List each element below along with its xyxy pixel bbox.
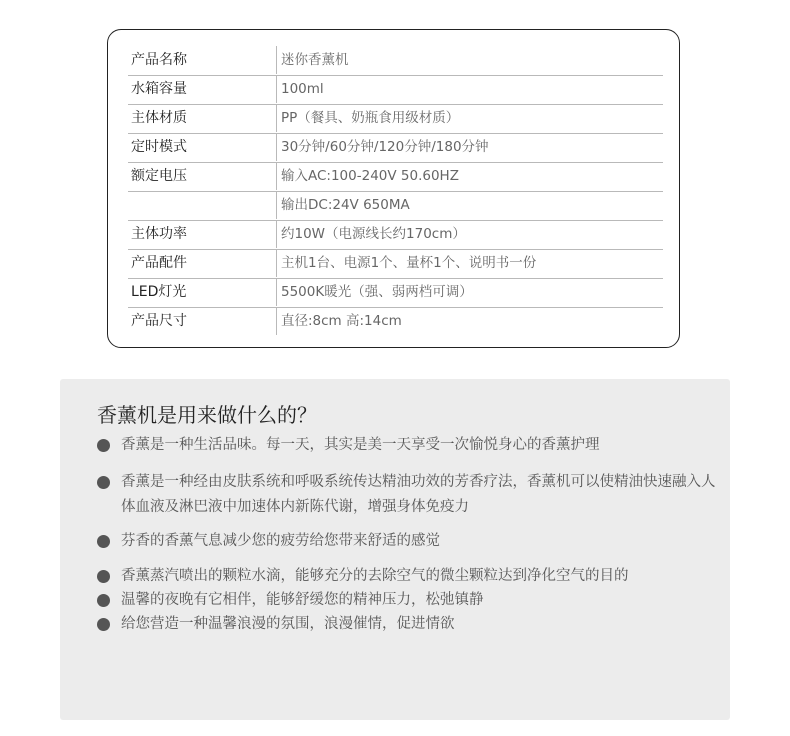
list-item-text: 香薰是一种经由皮肤系统和呼吸系统传达精油功效的芳香疗法，香薰机可以使精油快速融入人体血液及淋巴液中加速体内新陈代谢，增强身体免疫力 — [121, 474, 716, 515]
spec-value: PP（餐具、奶瓶食用级材质） — [281, 110, 460, 126]
bullet-icon — [97, 535, 110, 548]
bullet-icon — [97, 618, 110, 631]
faq-panel — [60, 379, 730, 720]
bullet-icon — [97, 439, 110, 452]
bullet-icon — [97, 570, 110, 583]
bullet-icon — [97, 594, 110, 607]
spec-row — [128, 133, 663, 163]
spec-row — [128, 46, 663, 76]
spec-value: 主机1台、电源1个、量杯1个、说明书一份 — [281, 255, 537, 271]
spec-value: 5500K暖光（强、弱两档可调） — [281, 284, 473, 300]
spec-row — [128, 307, 663, 336]
spec-label: 产品名称 — [131, 46, 277, 74]
list-item — [97, 588, 717, 613]
spec-row — [128, 249, 663, 279]
spec-label: 水箱容量 — [131, 75, 277, 103]
list-item — [97, 612, 717, 637]
list-item — [97, 564, 717, 589]
faq-title: 香薰机是用来做什么的？ — [97, 403, 317, 427]
list-item-text: 芬香的香薰气息减少您的疲劳给您带来舒适的感觉 — [121, 533, 440, 549]
spec-label: 产品配件 — [131, 249, 277, 277]
spec-value: 100ml — [281, 81, 324, 97]
spec-row — [128, 75, 663, 105]
list-item — [97, 470, 717, 520]
spec-value: 输入AC:100-240V 50.60HZ — [281, 168, 459, 184]
list-item — [97, 529, 717, 554]
list-item-text: 温馨的夜晚有它相伴，能够舒缓您的精神压力，松弛镇静 — [121, 592, 484, 608]
spec-label: 产品尺寸 — [131, 307, 277, 335]
spec-label — [131, 191, 277, 219]
list-item-text: 香薰蒸汽喷出的颗粒水滴，能够充分的去除空气的微尘颗粒达到净化空气的目的 — [121, 568, 629, 584]
spec-row — [128, 220, 663, 250]
spec-value: 约10W（电源线长约170cm） — [281, 226, 466, 242]
spec-value: 输出DC:24V 650MA — [281, 197, 410, 213]
spec-value: 30分钟/60分钟/120分钟/180分钟 — [281, 139, 489, 155]
spec-table — [107, 29, 680, 348]
spec-value: 直径:8cm 高:14cm — [281, 313, 402, 329]
list-item-text: 香薰是一种生活品味。每一天，其实是美一天享受一次愉悦身心的香薰护理 — [121, 437, 600, 453]
spec-row — [128, 104, 663, 134]
spec-label: LED灯光 — [131, 278, 277, 306]
spec-value: 迷你香薰机 — [281, 52, 349, 68]
list-item — [97, 433, 717, 458]
spec-row — [128, 191, 663, 221]
spec-label: 额定电压 — [131, 162, 277, 190]
spec-row — [128, 162, 663, 192]
list-item-text: 给您营造一种温馨浪漫的氛围，浪漫催情，促进情欲 — [121, 616, 455, 632]
spec-label: 主体材质 — [131, 104, 277, 132]
bullet-icon — [97, 476, 110, 489]
spec-label: 定时模式 — [131, 133, 277, 161]
spec-label: 主体功率 — [131, 220, 277, 248]
spec-row — [128, 278, 663, 308]
